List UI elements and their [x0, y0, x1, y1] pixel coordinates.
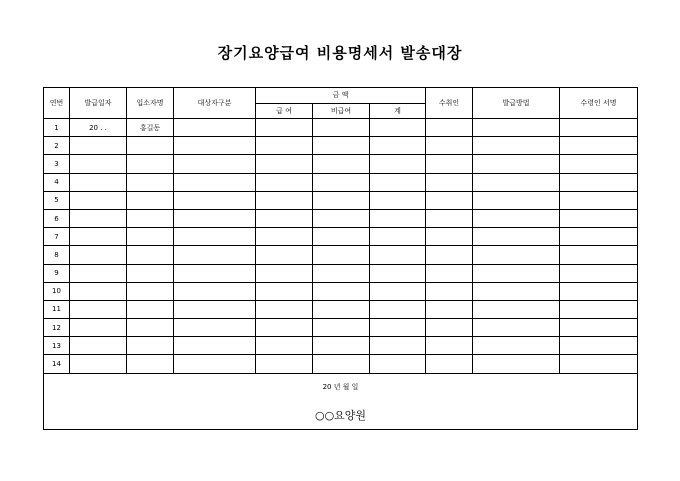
cell-signature	[560, 137, 638, 155]
header-amount-nonbenefit: 비급여	[313, 103, 370, 119]
cell-no: 5	[44, 191, 70, 209]
cell-amount-nonbenefit	[313, 191, 370, 209]
cell-amount-benefit	[256, 246, 313, 264]
cell-amount-total	[370, 319, 426, 337]
cell-issue-date	[70, 191, 127, 209]
cell-category	[174, 264, 256, 282]
cell-amount-total	[370, 355, 426, 373]
cell-recipient	[426, 155, 473, 173]
footer-organization: ○○요양원	[314, 408, 367, 422]
cell-method	[473, 355, 560, 373]
table-row	[44, 228, 638, 246]
cell-category	[174, 319, 256, 337]
table-row	[44, 137, 638, 155]
cell-category	[174, 191, 256, 209]
cell-amount-total	[370, 300, 426, 318]
cell-amount-total	[370, 228, 426, 246]
cell-signature	[560, 191, 638, 209]
cell-amount-nonbenefit	[313, 282, 370, 300]
cell-recipient	[426, 228, 473, 246]
cell-signature	[560, 282, 638, 300]
cell-amount-benefit	[256, 209, 313, 227]
cell-amount-nonbenefit	[313, 264, 370, 282]
cell-category	[174, 300, 256, 318]
cell-method	[473, 319, 560, 337]
cell-issue-date: 20 . .	[70, 119, 127, 137]
table-row	[44, 319, 638, 337]
cell-issue-date	[70, 300, 127, 318]
cell-recipient	[426, 337, 473, 355]
cell-method	[473, 282, 560, 300]
cell-category	[174, 337, 256, 355]
cell-issue-date	[70, 173, 127, 191]
cell-signature	[560, 337, 638, 355]
table-row	[44, 191, 638, 209]
cell-no: 10	[44, 282, 70, 300]
cell-signature	[560, 264, 638, 282]
cell-category	[174, 246, 256, 264]
header-signature: 수령인 서명	[560, 88, 638, 119]
cell-method	[473, 155, 560, 173]
cell-resident-name	[127, 191, 174, 209]
cell-category	[174, 137, 256, 155]
cell-issue-date	[70, 319, 127, 337]
table-row	[44, 337, 638, 355]
cell-no: 6	[44, 209, 70, 227]
cell-method	[473, 337, 560, 355]
cell-resident-name	[127, 173, 174, 191]
cell-resident-name	[127, 228, 174, 246]
cell-method	[473, 264, 560, 282]
cell-resident-name	[127, 319, 174, 337]
cell-amount-total	[370, 173, 426, 191]
footer-date-line: 20 년 월 일	[322, 382, 359, 391]
cell-amount-total	[370, 209, 426, 227]
cell-amount-total	[370, 246, 426, 264]
cell-issue-date	[70, 355, 127, 373]
cell-category	[174, 282, 256, 300]
cell-resident-name: 홍길동	[127, 119, 174, 137]
header-amount: 금 액	[256, 88, 426, 104]
cell-amount-nonbenefit	[313, 173, 370, 191]
cell-resident-name	[127, 282, 174, 300]
cell-resident-name	[127, 355, 174, 373]
cell-amount-nonbenefit	[313, 300, 370, 318]
header-category: 대상자구분	[174, 88, 256, 119]
cell-amount-benefit	[256, 300, 313, 318]
cell-resident-name	[127, 264, 174, 282]
table-row	[44, 209, 638, 227]
cell-recipient	[426, 355, 473, 373]
cell-no: 14	[44, 355, 70, 373]
header-recipient: 수취인	[426, 88, 473, 119]
cell-category	[174, 155, 256, 173]
cell-amount-nonbenefit	[313, 355, 370, 373]
cell-method	[473, 300, 560, 318]
header-issue-date: 발급일자	[70, 88, 127, 119]
cell-amount-benefit	[256, 337, 313, 355]
cell-recipient	[426, 319, 473, 337]
cell-issue-date	[70, 264, 127, 282]
cell-amount-nonbenefit	[313, 228, 370, 246]
cell-category	[174, 228, 256, 246]
header-amount-total: 계	[370, 103, 426, 119]
cell-signature	[560, 173, 638, 191]
cell-no: 4	[44, 173, 70, 191]
cell-amount-benefit	[256, 282, 313, 300]
cell-category	[174, 119, 256, 137]
cell-method	[473, 246, 560, 264]
cell-amount-benefit	[256, 137, 313, 155]
cell-resident-name	[127, 337, 174, 355]
cell-no: 2	[44, 137, 70, 155]
cell-no: 12	[44, 319, 70, 337]
cell-issue-date	[70, 337, 127, 355]
cell-recipient	[426, 173, 473, 191]
header-method: 발급방법	[473, 88, 560, 119]
cell-amount-benefit	[256, 173, 313, 191]
cell-no: 7	[44, 228, 70, 246]
cell-amount-benefit	[256, 319, 313, 337]
cell-amount-benefit	[256, 264, 313, 282]
cell-amount-total	[370, 137, 426, 155]
table-row	[44, 355, 638, 373]
cell-method	[473, 209, 560, 227]
ledger-footer	[44, 373, 638, 429]
cell-resident-name	[127, 209, 174, 227]
cell-signature	[560, 155, 638, 173]
table-row	[44, 173, 638, 191]
table-row	[44, 246, 638, 264]
table-row	[44, 119, 638, 137]
cell-amount-nonbenefit	[313, 119, 370, 137]
cell-amount-total	[370, 264, 426, 282]
cell-category	[174, 355, 256, 373]
cell-amount-total	[370, 337, 426, 355]
cell-recipient	[426, 246, 473, 264]
cell-resident-name	[127, 246, 174, 264]
cell-amount-benefit	[256, 191, 313, 209]
header-resident-name: 입소자명	[127, 88, 174, 119]
cell-amount-total	[370, 282, 426, 300]
cell-signature	[560, 119, 638, 137]
cell-signature	[560, 228, 638, 246]
cell-amount-benefit	[256, 119, 313, 137]
cell-no: 3	[44, 155, 70, 173]
cell-category	[174, 173, 256, 191]
table-row	[44, 264, 638, 282]
cell-signature	[560, 209, 638, 227]
cell-resident-name	[127, 300, 174, 318]
cell-recipient	[426, 300, 473, 318]
cell-no: 13	[44, 337, 70, 355]
cell-no: 8	[44, 246, 70, 264]
cell-no: 1	[44, 119, 70, 137]
cell-signature	[560, 319, 638, 337]
cell-issue-date	[70, 246, 127, 264]
cell-method	[473, 137, 560, 155]
cell-method	[473, 228, 560, 246]
table-row	[44, 300, 638, 318]
cell-recipient	[426, 209, 473, 227]
cell-amount-nonbenefit	[313, 209, 370, 227]
cell-recipient	[426, 264, 473, 282]
cell-amount-nonbenefit	[313, 137, 370, 155]
cell-amount-nonbenefit	[313, 246, 370, 264]
header-amount-benefit: 급 여	[256, 103, 313, 119]
cell-method	[473, 119, 560, 137]
cell-no: 11	[44, 300, 70, 318]
cell-resident-name	[127, 137, 174, 155]
cell-issue-date	[70, 155, 127, 173]
cell-method	[473, 191, 560, 209]
cell-amount-benefit	[256, 155, 313, 173]
cell-issue-date	[70, 137, 127, 155]
cell-amount-benefit	[256, 228, 313, 246]
cell-amount-total	[370, 119, 426, 137]
table-row	[44, 282, 638, 300]
cell-amount-total	[370, 191, 426, 209]
cell-amount-nonbenefit	[313, 155, 370, 173]
dispatch-ledger-table	[43, 87, 638, 430]
cell-no: 9	[44, 264, 70, 282]
cell-amount-nonbenefit	[313, 337, 370, 355]
cell-recipient	[426, 191, 473, 209]
cell-amount-total	[370, 155, 426, 173]
cell-recipient	[426, 137, 473, 155]
cell-recipient	[426, 282, 473, 300]
document-title: 장기요양급여 비용명세서 발송대장	[217, 44, 463, 62]
cell-resident-name	[127, 155, 174, 173]
cell-signature	[560, 300, 638, 318]
cell-method	[473, 173, 560, 191]
cell-issue-date	[70, 282, 127, 300]
cell-amount-nonbenefit	[313, 319, 370, 337]
cell-issue-date	[70, 228, 127, 246]
cell-amount-benefit	[256, 355, 313, 373]
cell-recipient	[426, 119, 473, 137]
cell-signature	[560, 355, 638, 373]
table-row	[44, 155, 638, 173]
cell-signature	[560, 246, 638, 264]
header-no: 연번	[44, 88, 70, 119]
cell-category	[174, 209, 256, 227]
cell-issue-date	[70, 209, 127, 227]
